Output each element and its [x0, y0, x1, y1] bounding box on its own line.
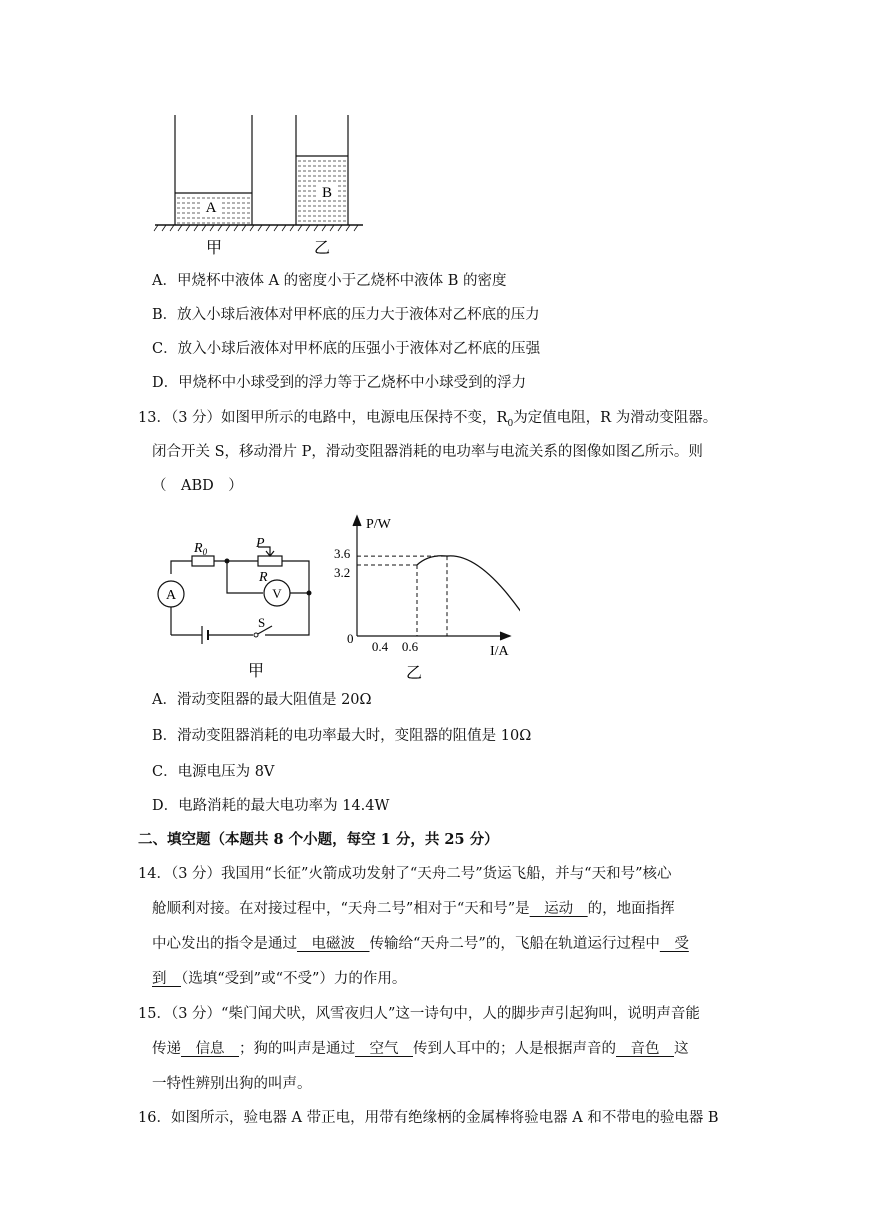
- circuit-figure: [150, 525, 320, 685]
- xtick-0-4: 0.4: [371, 639, 389, 654]
- q12-option-d: D．甲烧杯中小球受到的浮力等于乙烧杯中小球受到的浮力: [152, 375, 527, 391]
- q14-answer-3a: 受: [659, 936, 689, 952]
- voltmeter-label: V: [272, 586, 282, 601]
- q14-answer-1: 运动: [529, 901, 588, 917]
- ytick-3-6: 3.6: [334, 546, 351, 561]
- q14-line2: 舱顺利对接。在对接过程中，“天舟二号”相对于“天和号”是 运动 的，地面指挥: [152, 901, 675, 917]
- q14-answer-2: 电磁波: [297, 936, 370, 952]
- q15-answer-3: 音色: [616, 1041, 674, 1057]
- rheostat-r-label: R: [259, 570, 268, 585]
- graph-ylabel: P/W: [366, 517, 391, 532]
- q15-line1: 15．（3 分）“柴门闻犬吠，风雪夜归人”这一诗句中，人的脚步声引起狗叫，说明声音能: [138, 1006, 700, 1022]
- q14-line3: 中心发出的指令是通过 电磁波 传输给“天舟二号”的，飞船在轨道运行过程中 受: [152, 936, 689, 952]
- q16-line1: 16．如图所示，验电器 A 带正电，用带有绝缘柄的金属棒将验电器 A 和不带电的验电器 B: [138, 1110, 719, 1126]
- q13-option-a: A．滑动变阻器的最大阻值是 20Ω: [152, 692, 372, 708]
- q12-option-a: A．甲烧杯中液体 A 的密度小于乙烧杯中液体 B 的密度: [152, 273, 507, 289]
- power-current-graph: [330, 508, 520, 688]
- slider-p-label: P: [256, 536, 265, 551]
- q14-line1: 14．（3 分）我国用“长征”火箭成功发射了“天舟二号”货运飞船，并与“天和号”核心: [138, 866, 672, 882]
- q12-option-b: B．放入小球后液体对甲杯底的压力大于液体对乙杯底的压力: [152, 307, 540, 323]
- q15-line2: 传递 信息 ；狗的叫声是通过 空气 传到人耳中的；人是根据声音的 音色 这: [152, 1041, 689, 1057]
- liquid-a-label: A: [205, 200, 217, 216]
- q13-stem-line1: 13．（3 分）如图甲所示的电路中，电源电压保持不变，$R_0$为定值电阻，R 为滑动变阻器。: [138, 410, 718, 429]
- q13-option-c: C．电源电压为 8V: [152, 764, 275, 780]
- circuit-caption: 甲: [247, 663, 265, 680]
- r0-label: $R_0$: [194, 541, 208, 557]
- graph-origin: 0: [347, 631, 354, 646]
- xtick-0-6: 0.6: [401, 639, 419, 654]
- q14-answer-3b: 到: [152, 971, 181, 987]
- q13-option-b: B．滑动变阻器消耗的电功率最大时，变阻器的阻值是 10Ω: [152, 728, 532, 744]
- graph-xlabel: I/A: [490, 644, 509, 659]
- q15-line3: 一特性辨别出狗的叫声。: [152, 1076, 312, 1092]
- q13-stem-line2: 闭合开关 S，移动滑片 P，滑动变阻器消耗的电功率与电流关系的图像如图乙所示。则: [152, 444, 703, 460]
- q15-answer-2: 空气: [355, 1041, 413, 1057]
- q15-answer-1: 信息: [181, 1041, 239, 1057]
- x-axis-arrow: [500, 632, 510, 640]
- ammeter-label: A: [165, 588, 177, 603]
- section-2-heading: 二、填空题（本题共 8 个小题，每空 1 分，共 25 分）: [138, 831, 499, 848]
- switch-s-label: S: [258, 615, 266, 630]
- y-axis-arrow: [353, 516, 361, 526]
- q12-option-c: C．放入小球后液体对甲杯底的压强小于液体对乙杯底的压强: [152, 341, 541, 357]
- q13-option-d: D．电路消耗的最大电功率为 14.4W: [152, 798, 390, 814]
- liquid-b-label: B: [321, 185, 333, 201]
- beaker-yi-caption: 乙: [313, 240, 331, 257]
- power-curve: [417, 556, 520, 636]
- beaker-jia-caption: 甲: [205, 240, 223, 257]
- q13-answer: （ ABD ）: [152, 478, 243, 494]
- beakers-figure: [150, 110, 370, 260]
- graph-caption: 乙: [405, 665, 423, 682]
- q14-line4: 到 （选填“受到”或“不受”）力的作用。: [152, 971, 407, 987]
- ytick-3-2: 3.2: [334, 565, 351, 580]
